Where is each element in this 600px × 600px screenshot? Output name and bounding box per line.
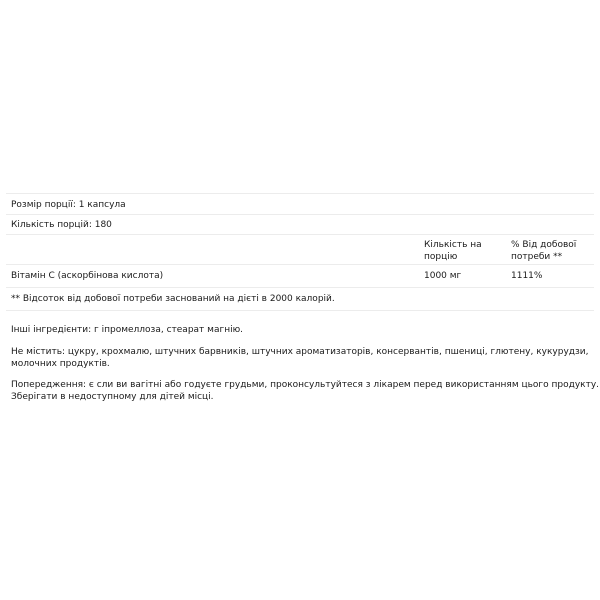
serving-size-row (6, 193, 594, 215)
servings-count-row (6, 215, 594, 235)
warning-statement: Попередження: є сли ви вагітні або годуєте грудьми, проконсультуйтеся з лікарем перед використанням цього продукту. Зберігати в недоступному для дітей місці. (11, 380, 600, 402)
free-of-statement: Не містить: цукру, крохмалю, штучних барвників, штучних ароматизаторів, консервантів, пшениці, глютену, кукурудзи, молочних продуктів. (11, 347, 589, 369)
table-row (6, 265, 594, 288)
footnote-row (6, 288, 594, 311)
servings-count: Кількість порцій: 180 (11, 220, 112, 230)
amount-column-header: Кількість на порцію (424, 240, 482, 262)
daily-value-footnote: ** Відсоток від добової потреби заснований на дієті в 2000 калорій. (11, 294, 335, 304)
nutrient-name: Вітамін C (аскорбінова кислота) (11, 271, 164, 281)
nutrient-daily-value: 1111% (511, 271, 543, 281)
table-header-row (6, 235, 594, 265)
nutrient-amount: 1000 мг (424, 271, 462, 281)
other-ingredients: Інші інгредієнти: г іпромеллоза, стеарат магнію. (11, 325, 244, 335)
daily-value-column-header: % Від добової потреби ** (511, 240, 577, 262)
supplement-facts-table (6, 193, 594, 311)
serving-size: Розмір порції: 1 капсула (11, 200, 126, 210)
